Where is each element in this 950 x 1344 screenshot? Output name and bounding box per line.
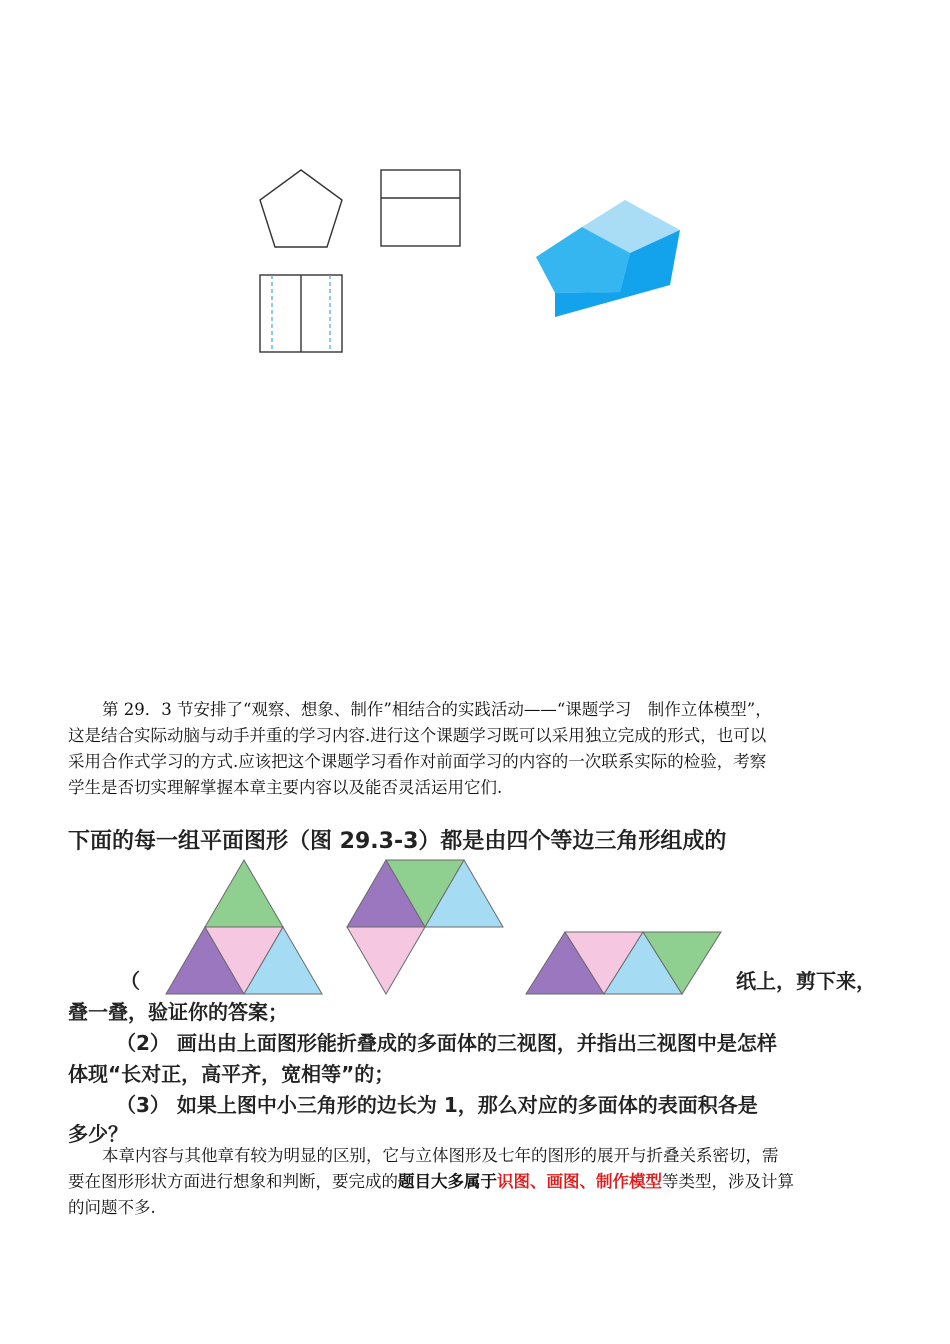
question-3-line-1: （3） 如果上图中小三角形的边长为 1，那么对应的多面体的表面积各是 [116,1093,758,1117]
closing-line-2-part-d: 等类型，涉及计算 [662,1172,794,1191]
triangle-tk [347,927,425,994]
question-2-line-1: （2） 画出由上面图形能折叠成的多面体的三视图，并指出三视图中是怎样 [116,1031,777,1055]
closing-paragraph [68,1143,910,1221]
question-1-start: （ [120,969,140,993]
question-3-line-2: 多少？ [68,1122,128,1146]
question-1-end: 纸上，剪下来， [736,969,876,993]
net-hexagon-partial [347,860,503,994]
triangle-tg [205,860,283,927]
net-large-triangle [166,860,322,994]
intro-line-1: 第 29．3 节安排了“观察、想象、制作”相结合的实践活动——“课题学习 制作立体模型”， [102,700,772,719]
triangle-nets-figure [160,855,730,1000]
closing-line-2 [68,1169,910,1195]
intro-line-3: 采用合作式学习的方式.应该把这个课题学习看作对前面学习的内容的一次联系实际的检验，考察 [68,752,767,771]
question-2-line-2: 体现“长对正，高平齐，宽相等”的； [68,1062,395,1086]
front-view-rectangle [381,170,460,246]
closing-line-3: 的问题不多. [68,1198,156,1217]
emphasis-bold: 题目大多属于 [398,1172,497,1191]
question-1-line-2: 叠一叠，验证你的答案； [68,1000,288,1024]
side-view-rectangle [260,275,342,352]
intro-paragraph [68,697,910,801]
emphasis-red: 识图、画图、制作模型 [497,1172,662,1191]
exercise-heading: 下面的每一组平面图形（图 29.3-3）都是由四个等边三角形组成的 [68,829,727,854]
closing-line-1: 本章内容与其他章有较为明显的区别，它与立体图形及七年的图形的展开与折叠关系密切，需 [102,1146,779,1165]
top-view-pentagon [260,170,342,247]
intro-line-2: 这是结合实际动脑与动手并重的学习内容.进行这个课题学习既可以采用独立完成的形式，也可以 [68,726,767,745]
pentagonal-prism-3d [530,195,690,325]
three-view-drawing [250,160,470,360]
closing-line-2-part-a: 要在图形形状方面进行想象和判断，要完成的 [68,1172,398,1191]
intro-line-4: 学生是否切实理解掌握本章主要内容以及能否灵活运用它们. [68,778,503,797]
net-parallelogram [526,932,721,994]
